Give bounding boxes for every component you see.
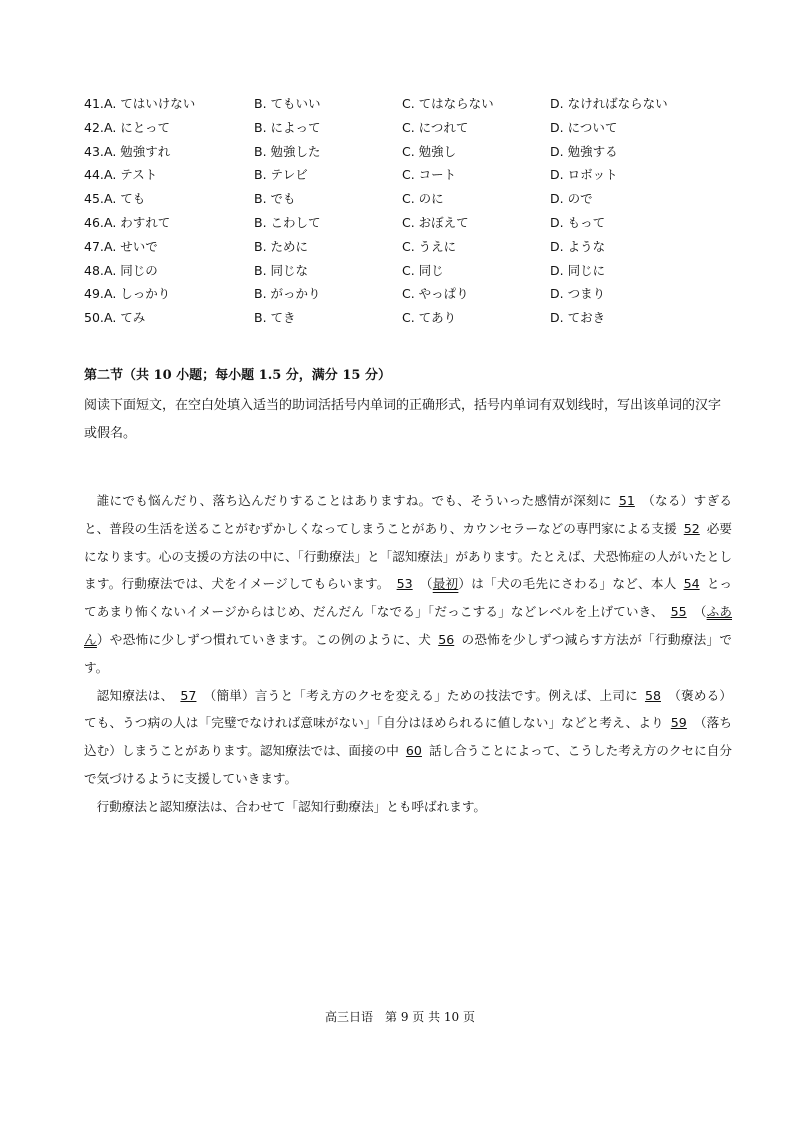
option-d: D. について	[550, 119, 618, 135]
option-d: D. 同じに	[550, 262, 606, 278]
option-a: A. にとって	[104, 119, 171, 135]
passage-text: （簡単）言うと「考え方のクセを変える」ための技法です。例えば、上司に	[203, 687, 638, 703]
option-d: D. ような	[550, 238, 606, 254]
passage-text: （落ち込む）しまうことがあります。認知療法では、面接の中	[84, 715, 733, 759]
option-a: A. わすれて	[104, 215, 171, 230]
question-row	[84, 236, 724, 258]
passage-text: 行動療法と認知療法は、合わせて「認知行動療法」とも呼ばれます。	[96, 798, 486, 814]
option-b: B. 勉強した	[254, 143, 321, 159]
passage-text: の恐怖を少しずつ減らす方法が「行動療法」です。	[84, 631, 733, 675]
option-d: D. もって	[550, 215, 606, 230]
passage-text: とってあまり怖くないイメージからはじめ、だんだん「なでる」「だっこする」などレベルを上げていき、	[84, 576, 733, 620]
option-a: A. せいで	[104, 238, 158, 254]
passage-text: （なる）すぎると、普段の生活を送ることがむずかしくなってしまうことがあり、カウンセラーなどの専門家による支援	[84, 493, 733, 536]
option-b: B. がっかり	[254, 286, 321, 302]
blank-55: 55	[670, 604, 687, 620]
option-b: B. でも	[254, 191, 296, 207]
passage-text: 認知療法は、	[96, 687, 174, 703]
option-b: B. テレビ	[254, 167, 308, 183]
option-b: B. てもいい	[254, 96, 321, 111]
passage-text: （褒める）ても、うつ病の人は「完璧でなければ意味がない」「自分はほめられるに値しない」などと考え、より	[84, 687, 733, 731]
option-a: A. テスト	[104, 167, 158, 183]
question-number: 42.	[84, 119, 104, 135]
question-number: 44.	[84, 167, 104, 183]
question-row	[84, 212, 724, 234]
option-d: D. ので	[550, 191, 593, 207]
passage-text: 必要になります。心の支援の方法の中に、「行動療法」と「認知療法」があります。たとえば、犬恐怖症の人がいたとします。行動療法では、犬をイメージしてもらいます。	[84, 520, 733, 592]
question-number: 48.	[84, 262, 104, 278]
question-number: 46.	[84, 215, 104, 230]
option-d: D. なければならない	[550, 96, 668, 111]
blank-51: 51	[618, 493, 635, 508]
page-footer: 高三日语 第 9 页 共 10 页	[325, 1010, 475, 1024]
blank-54: 54	[683, 576, 700, 592]
option-b: B. てき	[254, 310, 296, 326]
option-b: B. 同じな	[254, 262, 309, 278]
option-c: C. 勉強し	[402, 143, 457, 159]
blank-60: 60	[405, 743, 422, 759]
question-row	[84, 283, 724, 305]
option-b: B. こわして	[254, 215, 321, 230]
option-c: C. コート	[402, 167, 457, 183]
passage-text: 話し合うことによって、こうした考え方のクセに自分で気づけるように支援していきます。	[84, 743, 732, 786]
blank-52: 52	[683, 520, 700, 536]
question-number: 50.	[84, 310, 104, 326]
option-d: D. つまり	[550, 286, 606, 302]
option-b: B. によって	[254, 119, 321, 135]
section-instruction: 阅读下面短文，在空白处填入适当的助词活括号内单词的正确形式，括号内单词有双划线时，写出该单词的汉字或假名。	[84, 398, 722, 441]
double-underlined-word-53: 最初	[432, 576, 459, 592]
blank-59: 59	[670, 715, 687, 731]
question-row	[84, 164, 724, 186]
question-row	[84, 141, 724, 163]
double-underlined-word-55: ふあん	[84, 604, 733, 647]
passage-text: ）や恐怖に少しずつ慣れていきます。この例のように、犬	[96, 631, 432, 647]
question-number: 43.	[84, 143, 104, 159]
passage-paragraph-2	[84, 682, 732, 793]
option-c: C. のに	[402, 191, 444, 207]
blank-56: 56	[438, 631, 455, 647]
option-a: A. てみ	[104, 310, 146, 326]
passage-text: 誰にでも悩んだり、落ち込んだりすることはありますね。でも、そういった感情が深刻に	[96, 493, 612, 508]
blank-53: 53	[396, 576, 413, 592]
option-c: C. やっぱり	[402, 286, 469, 302]
blank-57: 57	[180, 687, 197, 703]
option-a: A. 勉強すれ	[104, 143, 171, 159]
option-c: C. おぼえて	[402, 215, 469, 230]
option-d: D. ロボット	[550, 167, 618, 183]
option-c: C. てあり	[402, 310, 457, 326]
question-row	[84, 260, 724, 282]
passage-text: （	[693, 604, 707, 620]
question-row	[84, 307, 724, 329]
passage-text: （	[419, 576, 433, 592]
question-row	[84, 93, 724, 115]
question-number: 45.	[84, 191, 104, 207]
option-c: C. 同じ	[402, 262, 444, 278]
question-number: 49.	[84, 286, 104, 302]
option-a: A. 同じの	[104, 262, 158, 278]
blank-58: 58	[644, 687, 661, 703]
section-title: 第二节（共 10 小题；每小题 1.5 分，满分 15 分）	[84, 368, 391, 383]
option-d: D. ておき	[550, 310, 606, 326]
question-row	[84, 117, 724, 139]
passage-paragraph-1	[84, 487, 732, 682]
passage-text: ）は「犬の毛先にさわる」など、本人	[458, 576, 677, 592]
option-d: D. 勉強する	[550, 143, 618, 159]
question-row	[84, 188, 724, 210]
question-number: 41.	[84, 96, 104, 111]
option-c: C. てはならない	[402, 96, 494, 111]
option-c: C. うえに	[402, 238, 457, 254]
option-a: A. てはいけない	[104, 96, 196, 111]
option-b: B. ために	[254, 238, 309, 254]
option-a: A. しっかり	[104, 286, 171, 302]
question-number: 47.	[84, 238, 104, 254]
option-c: C. につれて	[402, 119, 469, 135]
option-a: A. ても	[104, 191, 146, 207]
passage-paragraph-3	[84, 793, 732, 821]
reading-passage	[84, 487, 732, 821]
